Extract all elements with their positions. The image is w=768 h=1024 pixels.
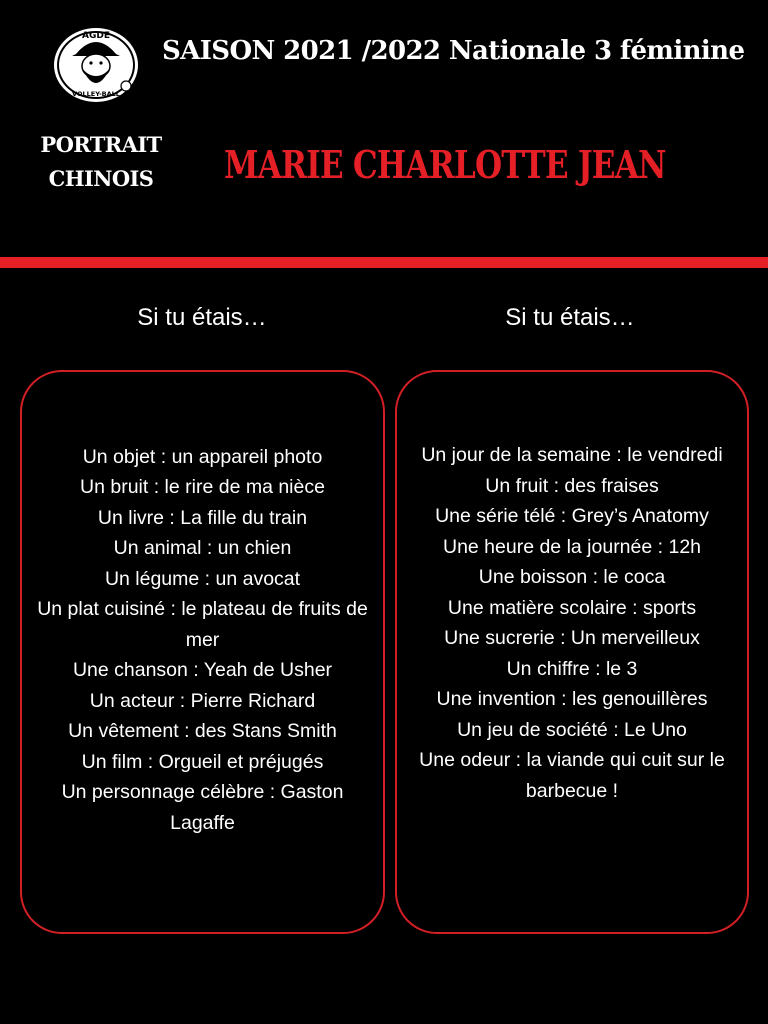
list-item: Un livre : La fille du train xyxy=(97,506,308,529)
list-item: Un vêtement : des Stans Smith xyxy=(68,720,337,743)
logo-bottom-text: VOLLEY-BALL xyxy=(72,90,120,98)
list-item: Une heure de la journée : 12h xyxy=(442,535,702,558)
right-column-heading: Si tu étais… xyxy=(505,304,635,331)
list-item: Une odeur : la viande qui cuit sur le barbecue ! xyxy=(419,749,725,802)
list-item: Un acteur : Pierre Richard xyxy=(89,689,316,712)
list-item: Un animal : un chien xyxy=(113,537,292,560)
season-title: SAISON 2021 /2022 Nationale 3 féminine xyxy=(162,36,745,66)
left-answers-list xyxy=(22,442,383,839)
list-item: Une série télé : Grey’s Anatomy xyxy=(435,505,709,527)
red-divider xyxy=(0,257,768,268)
list-item: Un fruit : des fraises xyxy=(485,474,659,497)
list-item: Un objet : un appareil photo xyxy=(82,445,323,468)
list-item: Un film : Orgueil et préjugés xyxy=(81,750,324,773)
section-label xyxy=(30,128,172,196)
left-column-heading: Si tu étais… xyxy=(137,304,267,331)
list-item: Un bruit : le rire de ma nièce xyxy=(80,476,325,499)
list-item: Une boisson : le coca xyxy=(478,566,666,588)
list-item: Un personnage célèbre : Gaston Lagaffe xyxy=(61,781,344,834)
list-item: Une sucrerie : Un merveilleux xyxy=(444,627,700,649)
section-label-line1: PORTRAIT xyxy=(40,132,162,157)
club-logo xyxy=(52,26,140,104)
list-item: Un jour de la semaine : le vendredi xyxy=(421,444,723,466)
list-item: Un chiffre : le 3 xyxy=(506,657,638,680)
bearded-man-logo-icon xyxy=(52,26,140,104)
list-item: Un plat cuisiné : le plateau de fruits de mer xyxy=(37,598,368,651)
right-answers-card xyxy=(395,370,749,934)
right-answers-list xyxy=(397,440,747,806)
left-answers-card xyxy=(20,370,385,934)
player-name: MARIE CHARLOTTE JEAN xyxy=(224,142,666,187)
logo-top-text: AGDE xyxy=(82,31,110,41)
list-item: Une chanson : Yeah de Usher xyxy=(72,659,333,682)
list-item: Un jeu de société : Le Uno xyxy=(457,718,687,741)
section-label-line2: CHINOIS xyxy=(48,166,154,191)
list-item: Une invention : les genouillères xyxy=(436,688,708,710)
list-item: Une matière scolaire : sports xyxy=(447,596,697,619)
list-item: Un légume : un avocat xyxy=(104,567,301,590)
